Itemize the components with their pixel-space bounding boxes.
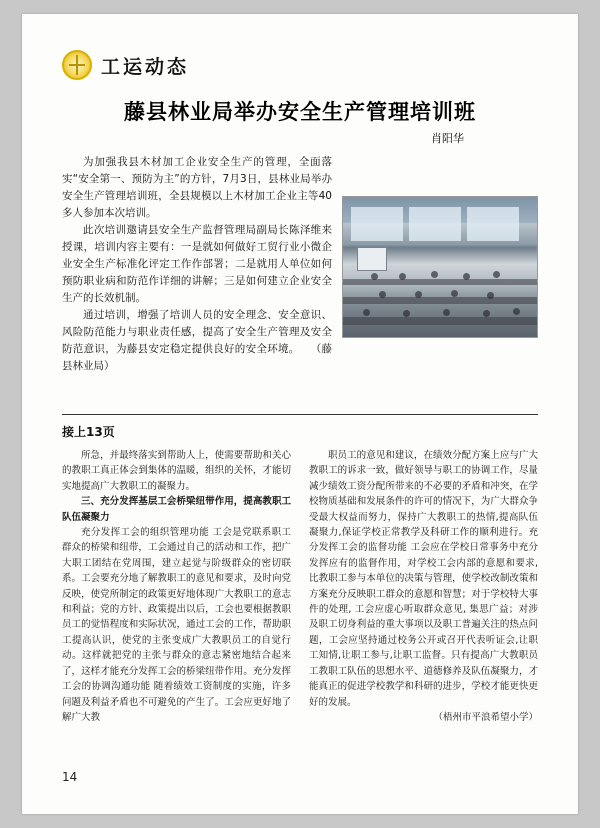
photo-person [443,309,450,316]
photo-person [483,310,490,317]
photo-person [487,292,494,299]
lead-paragraph: 此次培训邀请县安全生产监督管理局副局长陈泽维来授课，培训内容主要有：一是就如何做好工贸行业小微企业安全生产标准化评定工作作部署；二是就用人单位如何预防职业病和防范作详细的讲解；三是如何建立企业安全生产的长效机制。 [62,224,332,304]
right-column [309,448,538,814]
document-page [22,14,578,814]
body-paragraph: 所急，并最终落实到帮助人上，使需要帮助和关心的教职工真正体会到集体的温暖，组织的关怀，才能切实地提高广大教职工的凝聚力。 [62,450,291,492]
photo-person [363,309,370,316]
photo-screen [357,247,387,271]
body-paragraph: 职员工的意见和建议，在绩效分配方案上应与广大教职工的诉求一致，做好领导与职工的协调工作，尽量减少绩效工资分配所带来的不必要的矛盾和冲突，在学校物质基础和发展条件的许可的情况下，为广大群众争受最大权益而努力，保持广大教职工的热情,提高队伍凝聚力,保证学校正常教学及科研工作的顺利进行。充分发挥工会的监督功能 工会应在学校日常事务中充分发挥应有的监督作用，对学校工会内部的意愿和要求, 比教职工参与本单位的决策与管理，使学校改制改策和方案充分反映职工群众的意愿和智慧；对于学校特大事件的处理, 工会应虚心听取群众意见, 集思广益；对涉及职工切身利益的重大事项以及职工普遍关注的热点问题，工会应坚持通过校务公开或召开代表听证会,让职工知情,让职工参与,让职工监督。只有提高广大教职员工教职工队伍的思想水平、道德修养及队伍凝聚力，才能真正的促进学校教学和科研的进步，学校才能更快更好的发展。 [309,450,538,708]
masthead-title: 工运动态 [101,55,190,78]
photo-person [463,273,470,280]
section-divider [62,414,538,415]
body-subheading: 三、充分发挥基层工会桥梁纽带作用，提高教职工队伍凝聚力 [62,496,291,523]
coin-icon [62,50,92,80]
photo-person [379,291,386,298]
two-column-body [62,448,538,814]
photo-person [403,310,410,317]
photo-desk-row [343,279,537,285]
lead-article [62,154,538,404]
photo-person [493,271,500,278]
article-photo [342,196,538,338]
body-paragraph: 充分发挥工会的组织管理功能 工会是党联系职工群众的桥梁和纽带，工会通过自己的活动和工作，把广大职工团结在党周围，建立起觉与阶级群众的密切联系。工会要充分地了解教职工的意见和要求，及时向党反映，使党所制定的政策更好地体现广大教职工的意志和利益；党的方针、政策提出以后，工会也要根据教职员工的觉悟程度和实际状况，通过工会的工作，帮助职工提高认识，使党的主张变成广大教职员工的自觉行动。这样就把党的主张与群众的意志紧密地结合起来了，这样才能充分发挥工会的桥梁纽带作用。充分发挥工会的协调沟通功能 随着绩效工资制度的实施，许多问题及利益矛盾也不可避免的产生了。工会应更好地了解广大教 [62,527,291,723]
lead-paragraph: 为加强我县木材加工企业安全生产的管理，全面落实“安全第一、预防为主”的方针，7月3日，县林业局举办安全生产管理培训班，全县规模以上木材加工企业主等40多人参加本次培训。 [62,156,332,219]
photo-person [513,308,520,315]
continuation-label: 接上13页 [62,425,115,439]
body-signature: （梧州市平浪希望小学） [433,711,538,723]
photo-window [409,207,461,241]
photo-person [431,271,438,278]
photo-person [415,291,422,298]
page-content [62,48,538,788]
lead-paragraph: 通过培训，增强了培训人员的安全理念、安全意识、风险防范能力与职业责任感，提高了安全生产管理及安全防范意识，为藤县安定稳定提供良好的安全环境。 （藤县林业局） [62,309,332,372]
article-headline: 藤县林业局举办安全生产管理培训班 [124,100,476,124]
photo-window [467,207,519,241]
page-number: 14 [62,770,78,784]
photo-person [399,273,406,280]
photo-person [371,273,378,280]
photo-window [351,207,403,241]
left-column [62,448,291,814]
photo-desk-row [343,317,537,325]
photo-person [451,290,458,297]
photo-desk-row [343,297,537,304]
article-byline: 肖阳华 [431,132,464,145]
masthead [62,48,538,82]
